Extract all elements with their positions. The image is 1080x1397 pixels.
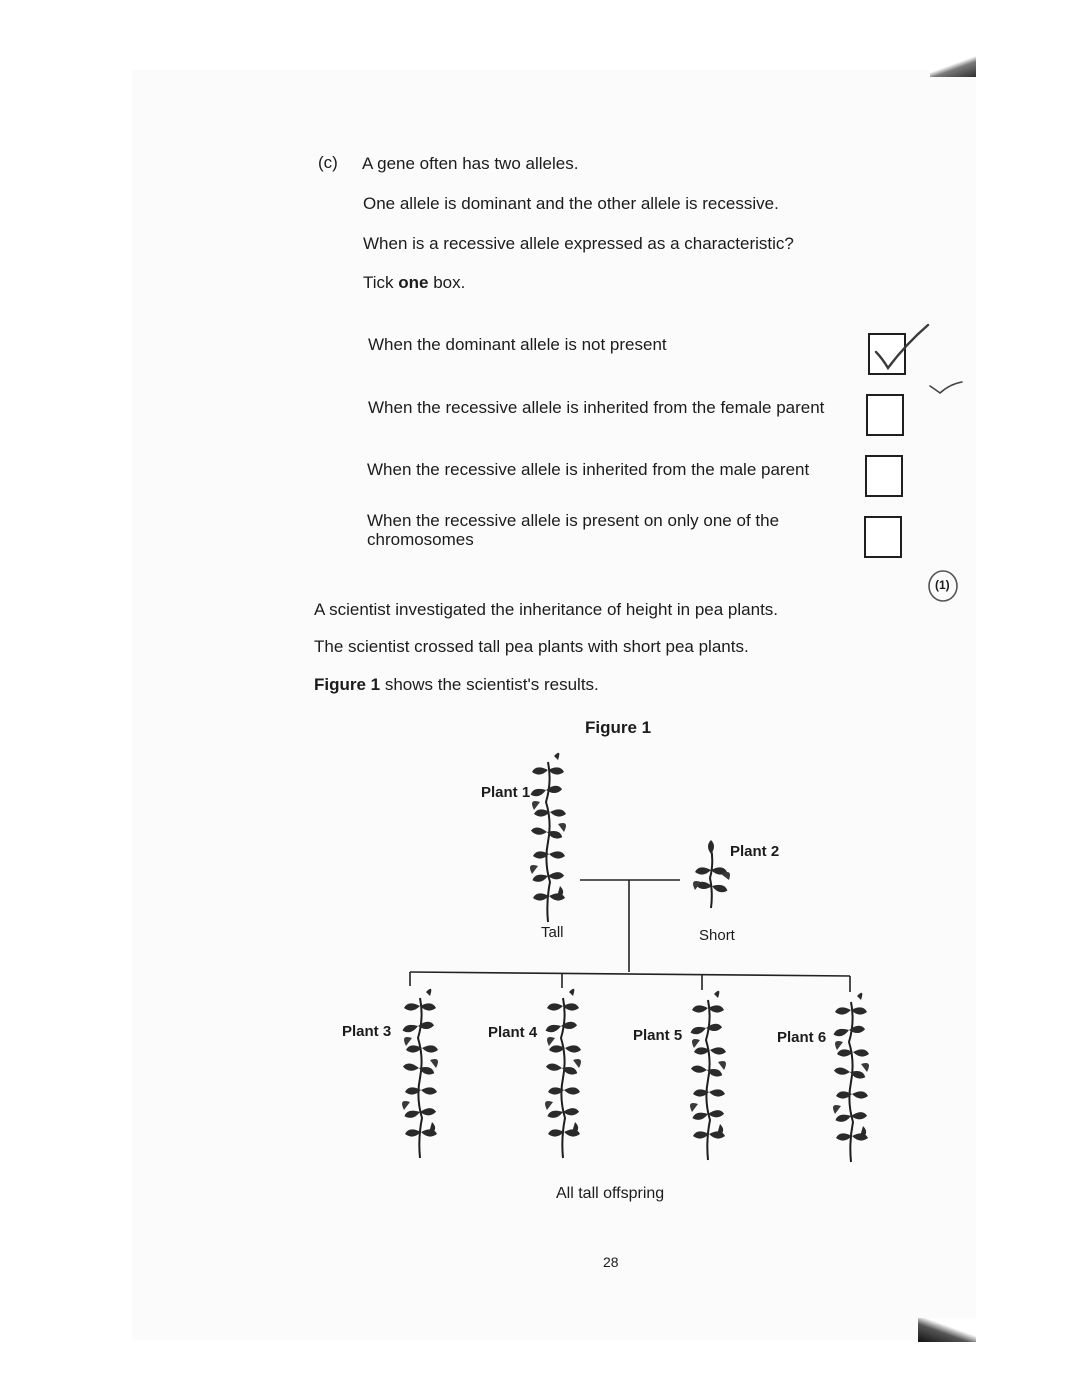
plant-1-drawing [530,753,566,922]
offspring-caption: All tall offspring [556,1185,665,1202]
figure-reference: Figure 1 shows the scientist's results. [314,675,599,694]
option-3-text: When the recessive allele is inherited from the male parent [367,460,810,479]
mark-allocation: (1) [935,578,950,592]
plant-3-label: Plant 3 [342,1023,392,1040]
part-label: (c) [318,153,338,172]
plant-4-drawing [545,989,581,1158]
plant-4-label: Plant 4 [488,1024,538,1041]
option-1-text: When the dominant allele is not present [368,335,667,354]
plant-3-drawing [402,989,438,1158]
question-line-2: One allele is dominant and the other allele is recessive. [363,194,779,213]
context-line-2: The scientist crossed tall pea plants with short pea plants. [314,637,749,656]
page-number: 28 [603,1254,619,1270]
question-line-3: When is a recessive allele expressed as a characteristic? [363,234,794,253]
option-2-text: When the recessive allele is inherited from the female parent [368,398,825,417]
plant-6-label: Plant 6 [777,1029,827,1046]
instruction: Tick one box. [363,273,466,292]
plant-6-drawing [833,993,869,1162]
plant-5-drawing [690,991,726,1160]
plant-5-label: Plant 5 [633,1027,683,1044]
plant-2-drawing [693,840,730,908]
plant-2-label: Plant 2 [730,843,780,860]
question-line-1: A gene often has two alleles. [362,154,579,173]
context-line-1: A scientist investigated the inheritance of height in pea plants. [314,600,779,619]
plant-1-trait: Tall [541,924,564,941]
plant-2-trait: Short [699,927,735,944]
figure-title: Figure 1 [585,718,652,737]
plant-1-label: Plant 1 [481,784,531,801]
option-4-text: When the recessive allele is present on only one of the chromosomes [367,511,780,549]
offspring-bar [410,972,850,976]
